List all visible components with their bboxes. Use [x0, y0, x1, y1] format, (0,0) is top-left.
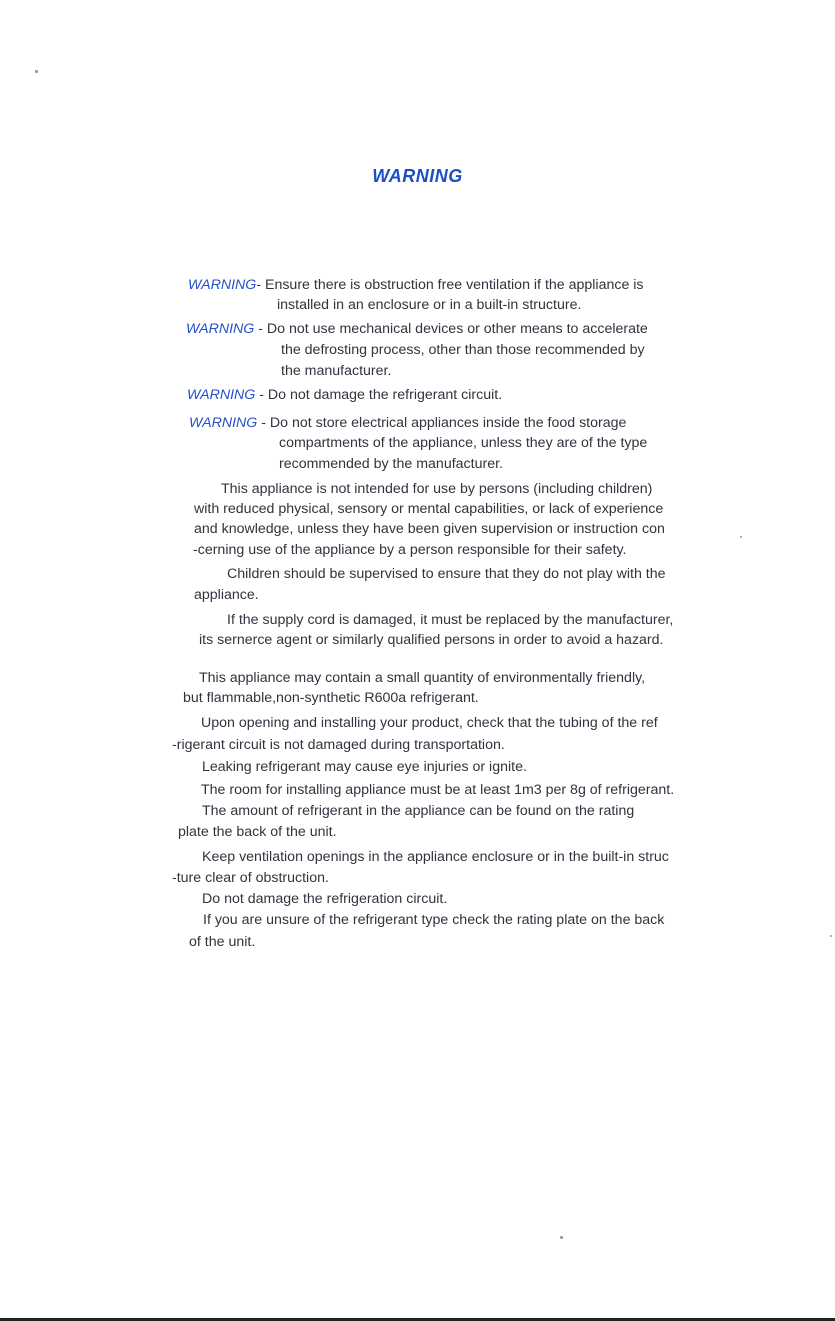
- warning-text: Do not damage the refrigerant circuit.: [267, 387, 503, 403]
- paragraph-line: and knowledge, unless they have been given supervision or instruction con: [194, 521, 665, 537]
- warning-text: installed in an enclosure or in a built-in structure.: [277, 297, 582, 313]
- warning-text: Ensure there is obstruction free ventilation if the appliance is: [264, 277, 644, 293]
- paragraph-line: appliance.: [194, 587, 259, 603]
- paragraph-line: Upon opening and installing your product, check that the tubing of the ref: [201, 715, 658, 731]
- paragraph-line: If the supply cord is damaged, it must be replaced by the manufacturer,: [227, 612, 674, 628]
- paragraph-line: plate the back of the unit.: [178, 824, 337, 840]
- paragraph-line: Keep ventilation openings in the appliance enclosure or in the built-in struc: [202, 849, 669, 865]
- paragraph-line: Do not damage the refrigeration circuit.: [202, 891, 448, 907]
- warning-line: WARNING - Do not use mechanical devices or other means to accelerate: [186, 321, 648, 337]
- paragraph-line: If you are unsure of the refrigerant type check the rating plate on the back: [203, 912, 665, 928]
- scan-speck: [740, 536, 742, 538]
- warning-text: recommended by the manufacturer.: [279, 456, 503, 472]
- paragraph-line: This appliance may contain a small quantity of environmentally friendly,: [199, 670, 646, 686]
- paragraph-line: The room for installing appliance must be at least 1m3 per 8g of refrigerant.: [201, 782, 675, 798]
- warning-text: Do not store electrical appliances inside the food storage: [269, 415, 627, 431]
- warning-text: the manufacturer.: [281, 363, 392, 379]
- paragraph-line: -rigerant circuit is not damaged during transportation.: [172, 737, 505, 753]
- scan-speck: [830, 935, 832, 937]
- warning-label: WARNING: [187, 387, 256, 403]
- paragraph-line: with reduced physical, sensory or mental capabilities, or lack of experience: [194, 501, 664, 517]
- paragraph-line: but flammable,non-synthetic R600a refrigerant.: [183, 690, 479, 706]
- scan-speck: [560, 1236, 563, 1239]
- paragraph-line: Leaking refrigerant may cause eye injuries or ignite.: [202, 759, 527, 775]
- warning-line: WARNING - Do not damage the refrigerant circuit.: [187, 387, 503, 403]
- warning-line: WARNING - Do not store electrical appliances inside the food storage: [189, 415, 627, 431]
- warning-text: the defrosting process, other than those recommended by: [281, 342, 645, 358]
- paragraph-line: -cerning use of the appliance by a person responsible for their safety.: [193, 542, 627, 558]
- warning-label: WARNING: [189, 415, 258, 431]
- paragraph-line: its sernerce agent or similarly qualified persons in order to avoid a hazard.: [199, 632, 664, 648]
- paragraph-line: Children should be supervised to ensure that they do not play with the: [227, 566, 666, 582]
- paragraph-line: This appliance is not intended for use by persons (including children): [221, 481, 653, 497]
- warning-text: Do not use mechanical devices or other means to accelerate: [266, 321, 648, 337]
- warning-label: WARNING: [186, 321, 255, 337]
- paragraph-line: of the unit.: [189, 934, 256, 950]
- warning-text: compartments of the appliance, unless they are of the type: [279, 435, 648, 451]
- scan-speck: [35, 70, 38, 73]
- paragraph-line: -ture clear of obstruction.: [172, 870, 329, 886]
- paragraph-line: The amount of refrigerant in the appliance can be found on the rating: [202, 803, 635, 819]
- warning-label: WARNING: [188, 277, 257, 293]
- page-title: WARNING: [372, 166, 463, 186]
- warning-line: WARNING- Ensure there is obstruction free ventilation if the appliance is: [188, 277, 644, 293]
